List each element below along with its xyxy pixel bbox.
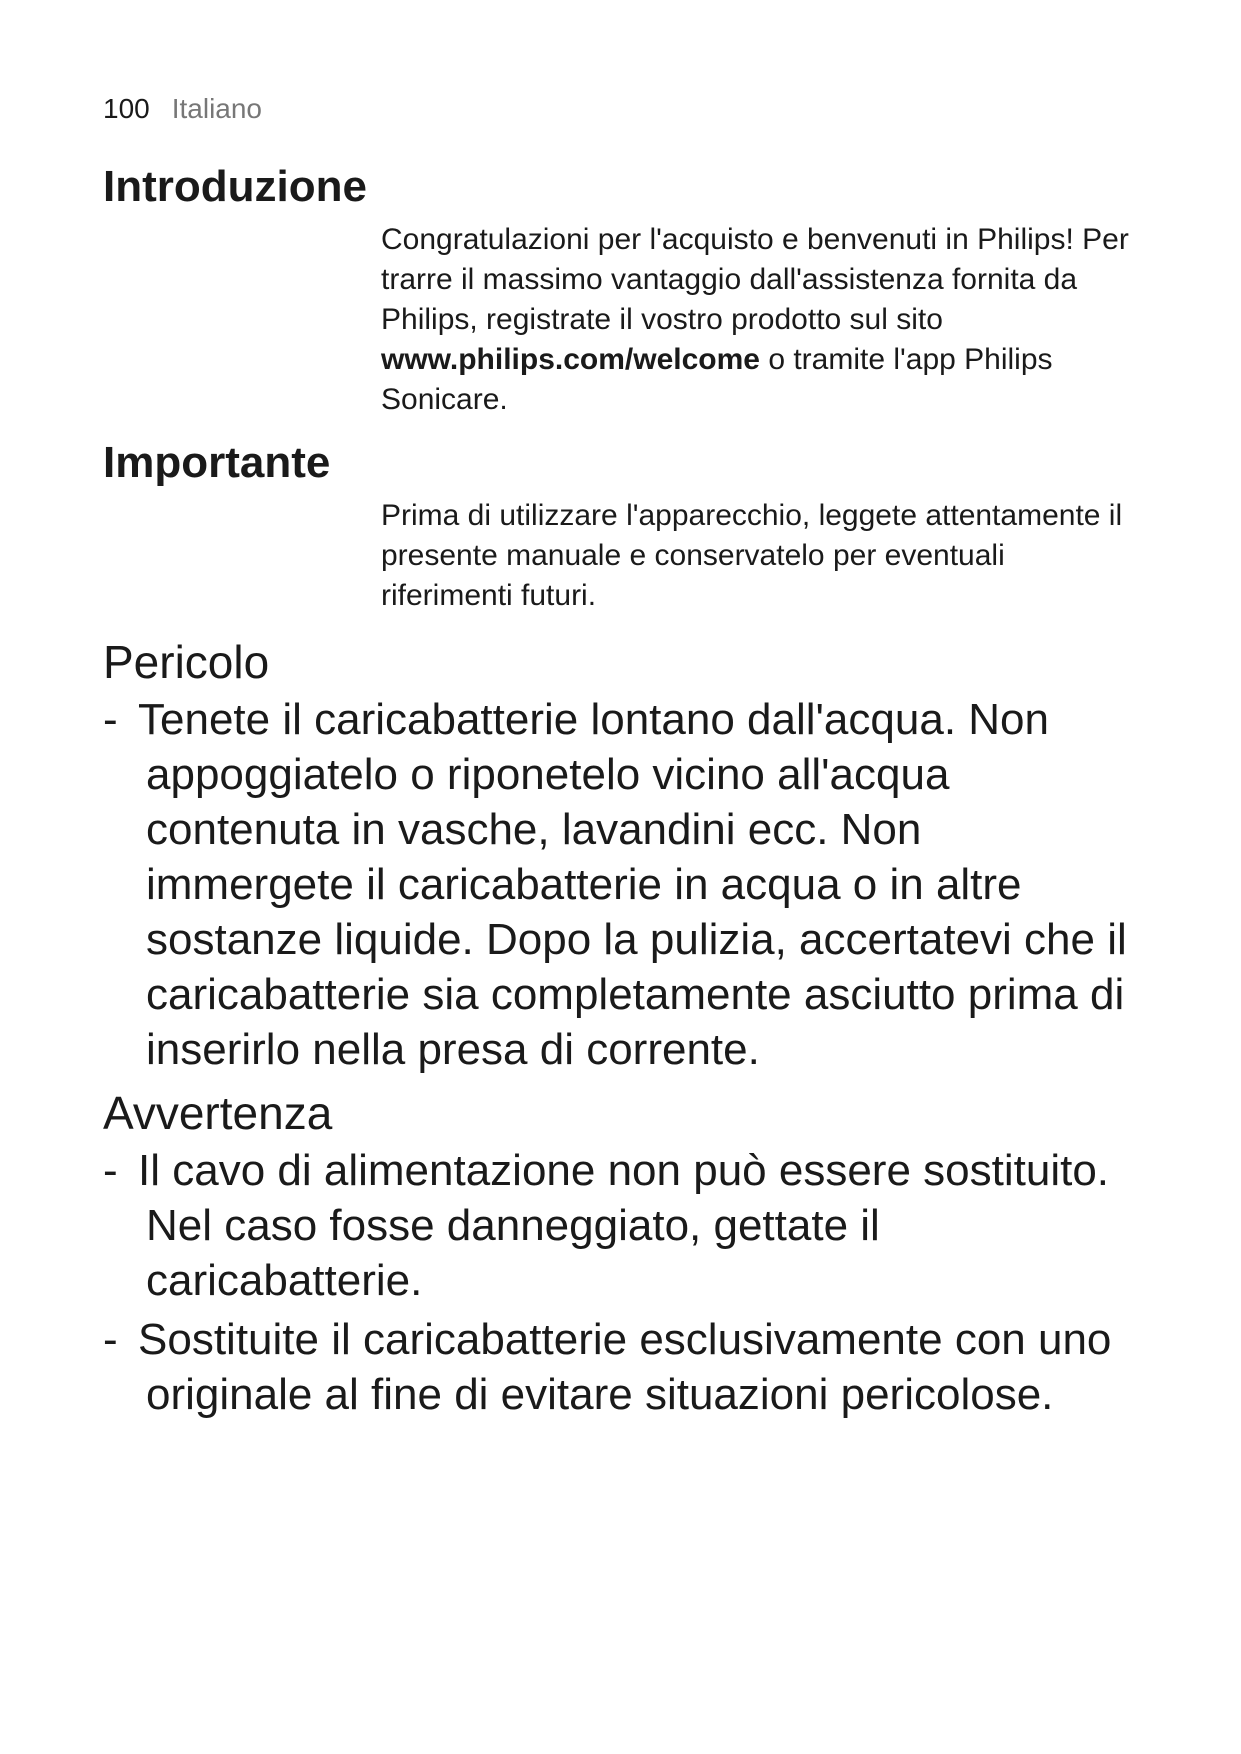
dash-marker: - bbox=[103, 1315, 118, 1364]
importante-paragraph: Prima di utilizzare l'apparecchio, leggete attentamente il presente manuale e conservatelo per eventuali riferimenti futuri. bbox=[381, 499, 1123, 612]
page-header bbox=[103, 90, 1133, 128]
page-number: 100 bbox=[103, 93, 150, 124]
section-importante bbox=[103, 436, 1133, 616]
pericolo-list bbox=[103, 692, 1133, 1077]
avvertenza-list bbox=[103, 1143, 1133, 1422]
list-item-text: Sostituite il caricabatterie esclusivamente con uno originale al fine di evitare situazioni pericolose. bbox=[138, 1315, 1112, 1419]
welcome-link[interactable]: www.philips.com/welcome bbox=[381, 343, 760, 376]
page-content bbox=[103, 90, 1133, 1422]
list-item-text: Tenete il caricabatterie lontano dall'acqua. Non appoggiatelo o riponetelo vicino all'acqua contenuta in vasche, lavandini ecc. Non immergete il caricabatterie in acqua o in altre sostanze liquide. Dopo la pulizia, accertatevi che il caricabatterie sia completamente asciutto prima di inserirlo nella presa di corrente. bbox=[138, 695, 1127, 1074]
list-item bbox=[103, 692, 1133, 1077]
dash-marker: - bbox=[103, 695, 118, 744]
section-avvertenza bbox=[103, 1083, 1133, 1422]
heading-pericolo: Pericolo bbox=[103, 636, 270, 688]
list-item bbox=[103, 1143, 1133, 1308]
introduzione-text-after-url: o tramite l'app Philips Sonicare. bbox=[381, 343, 1053, 416]
section-introduzione bbox=[103, 160, 1133, 420]
heading-importante: Importante bbox=[103, 438, 331, 487]
heading-introduzione: Introduzione bbox=[103, 162, 367, 211]
heading-avvertenza: Avvertenza bbox=[103, 1087, 333, 1139]
language-label: Italiano bbox=[171, 93, 263, 124]
section-pericolo bbox=[103, 632, 1133, 1077]
introduzione-paragraph bbox=[381, 220, 1131, 420]
list-item bbox=[103, 1312, 1133, 1422]
list-item-text: Il cavo di alimentazione non può essere sostituito. Nel caso fosse danneggiato, gettate il caricabatterie. bbox=[138, 1146, 1110, 1305]
dash-marker: - bbox=[103, 1146, 118, 1195]
introduzione-text-before-url: Congratulazioni per l'acquisto e benvenuti in Philips! Per trarre il massimo vantaggio dall'assistenza fornita da Philips, registrate il vostro prodotto sul sito bbox=[381, 223, 1129, 336]
